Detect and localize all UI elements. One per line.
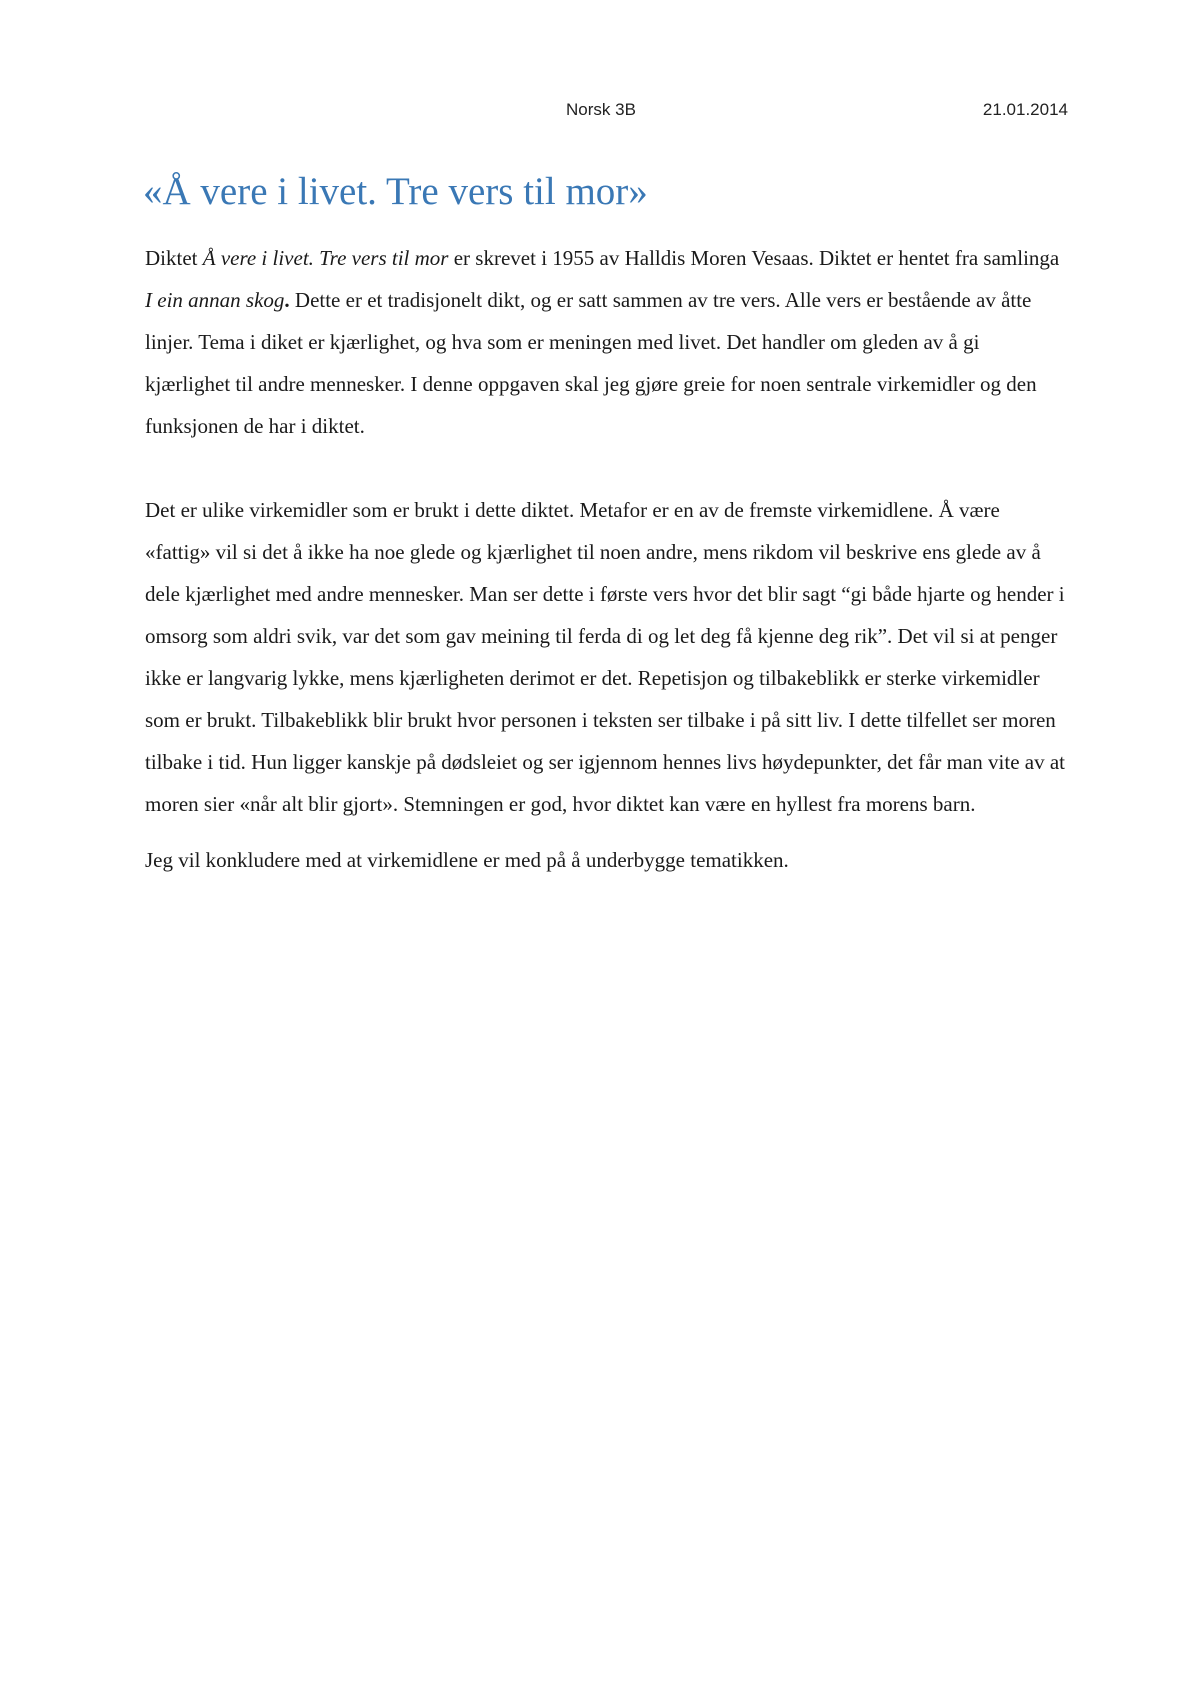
page-header xyxy=(0,100,1200,124)
document-body xyxy=(145,237,1065,881)
paragraph-conclusion: Jeg vil konkludere med at virkemidlene er med på å underbygge tematikken. xyxy=(145,848,789,872)
paragraph-intro xyxy=(145,237,1065,447)
header-date: 21.01.2014 xyxy=(982,100,1068,119)
paragraph-intro-text-2: er skrevet i 1955 av Halldis Moren Vesaas. Diktet er hentet fra samlinga xyxy=(448,246,1060,270)
poem-title: Å vere i livet. Tre vers til mor xyxy=(202,246,449,270)
paragraph-analysis: Det er ulike virkemidler som er brukt i dette diktet. Metafor er en av de fremste virkemidlene. Å være «fattig» vil si det å ikke ha noe glede og kjærlighet til noen andre, mens rikdom vil beskrive ens glede av å dele kjærlighet med andre mennesker. Man ser dette i første vers hvor det blir sagt “gi både hjarte og hender i omsorg som aldri svik, var det som gav meining til ferda di og let deg få kjenne deg rik”. Det vil si at penger ikke er langvarig lykke, mens kjærligheten derimot er det. Repetisjon og tilbakeblikk er sterke virkemidler som er brukt. Tilbakeblikk blir brukt hvor personen i teksten ser tilbake i på sitt liv. I dette tilfellet ser moren tilbake i tid. Hun ligger kanskje på dødsleiet og ser igjennom hennes livs høydepunkter, det får man vite av at moren sier «når alt blir gjort». Stemningen er god, hvor diktet kan være en hyllest fra morens barn. xyxy=(145,498,1066,816)
header-course: Norsk 3B xyxy=(566,100,636,119)
paragraph-intro-text-1: Diktet xyxy=(145,246,203,270)
paragraph-intro-text-3: Dette er et tradisjonelt dikt, og er satt sammen av tre vers. Alle vers er bestående av åtte linjer. Tema i diket er kjærlighet, og hva som er meningen med livet. Det handler om gleden av å gi kjærlighet til andre mennesker. I denne oppgaven skal jeg gjøre greie for noen sentrale virkemidler og den funksjonen de har i diktet. xyxy=(145,288,1037,438)
document-title: «Å vere i livet. Tre vers til mor» xyxy=(143,170,648,213)
collection-period: . xyxy=(284,288,290,312)
collection-title: I ein annan skog xyxy=(145,288,285,312)
